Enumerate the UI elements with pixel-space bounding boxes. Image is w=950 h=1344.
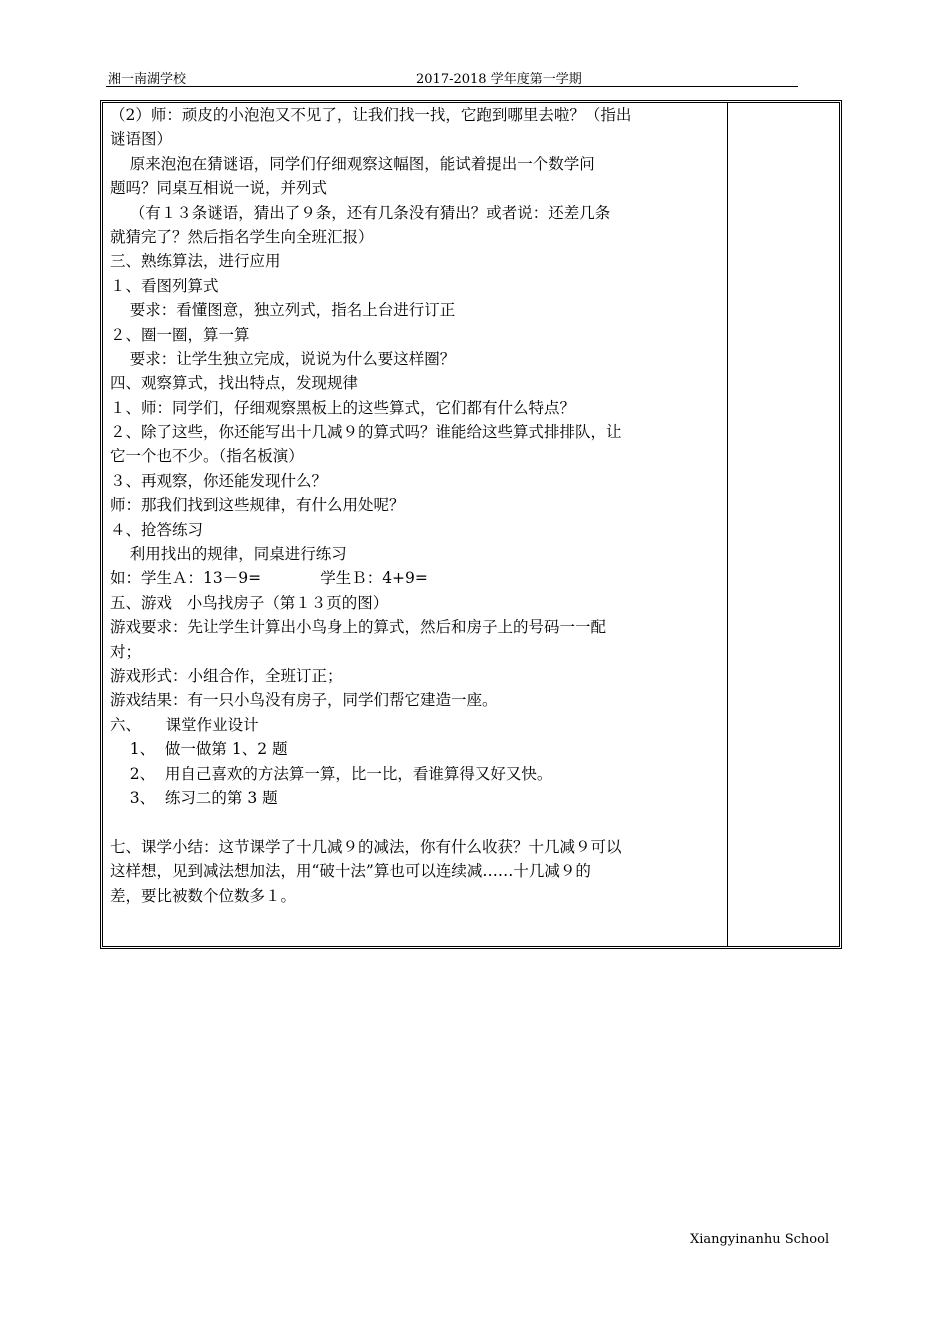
school-name: 湘一南湖学校: [108, 72, 187, 87]
text-line: 1、 做一做第 1、2 题: [110, 740, 288, 759]
page-header: [106, 66, 798, 87]
text-line: 七、课学小结：这节课学了十几减９的减法，你有什么收获？十几减９可以: [110, 837, 622, 856]
text-line: １、师：同学们，仔细观察黑板上的这些算式，它们都有什么特点？: [110, 398, 576, 417]
text-line: ２、除了这些，你还能写出十几减９的算式吗？谁能给这些算式排排队，让: [110, 423, 622, 442]
text-line: 三、熟练算法，进行应用: [110, 252, 281, 271]
text-line: 题吗？同桌互相说一说，并列式: [110, 179, 328, 198]
text-line: 差，要比被数个位数多１。: [110, 886, 297, 905]
text-line: 对；: [110, 642, 142, 661]
text-line: 五、游戏 小鸟找房子（第１３页的图）: [110, 593, 389, 612]
text-line: 就猜完了？然后指名学生向全班汇报）: [110, 227, 374, 246]
text-line: 原来泡泡在猜谜语，同学们仔细观察这幅图，能试着提出一个数学问: [110, 154, 595, 173]
text-line: 师：那我们找到这些规律，有什么用处呢？: [110, 496, 405, 515]
column-divider: [727, 103, 728, 946]
lesson-content: [110, 103, 722, 908]
text-line: 这样想，见到减法想加法，用“破十法”算也可以连续减……十几减９的: [110, 862, 591, 881]
text-line: 游戏结果：有一只小鸟没有房子，同学们帮它建造一座。: [110, 691, 498, 710]
text-line: ４、抢答练习: [110, 520, 204, 539]
text-line: 它一个也不少。（指名板演）: [110, 447, 304, 466]
text-line: 利用找出的规律，同桌进行练习: [110, 545, 347, 564]
term-label: 2017-2018 学年度第一学期: [416, 72, 582, 87]
text-line: （有１３条谜语，猜出了９条，还有几条没有猜出？或者说：还差几条: [110, 203, 611, 222]
text-line: １、看图列算式: [110, 276, 219, 295]
text-line: 谜语图）: [110, 130, 173, 149]
text-line: 要求：让学生独立完成，说说为什么要这样圈？: [110, 349, 456, 368]
text-line: 3、 练习二的第 3 题: [110, 788, 278, 807]
lesson-table: [100, 100, 842, 949]
text-line: 游戏要求：先让学生计算出小鸟身上的算式，然后和房子上的号码一一配: [110, 618, 607, 637]
text-line: 四、观察算式，找出特点，发现规律: [110, 374, 359, 393]
text-line: ３、再观察，你还能发现什么？: [110, 471, 328, 490]
text-line: 如：学生Ａ：13－9= 学生Ｂ：4+9=: [110, 569, 428, 588]
text-line: 要求：看懂图意，独立列式，指名上台进行订正: [110, 301, 456, 320]
text-line: ２、圈一圈，算一算: [110, 325, 250, 344]
text-line: [110, 810, 722, 834]
text-line: 游戏形式：小组合作，全班订正；: [110, 666, 343, 685]
text-line: 2、 用自己喜欢的方法算一算，比一比，看谁算得又好又快。: [110, 764, 553, 783]
text-line: 六、 课堂作业设计: [110, 715, 259, 734]
text-line: （2）师：顽皮的小泡泡又不见了，让我们找一找，它跑到哪里去啦？（指出: [110, 106, 632, 124]
page-footer: Xiangyinanhu School: [690, 1232, 830, 1247]
